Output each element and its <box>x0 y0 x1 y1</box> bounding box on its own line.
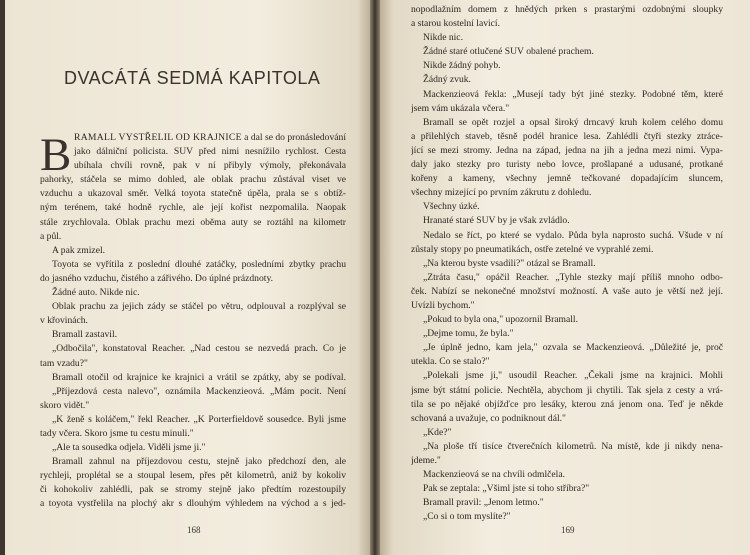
text-line: Bramall zastavil. <box>52 329 118 341</box>
text-line: jdeme." <box>411 455 441 466</box>
text-line: Žádné auto. Nikde nic. <box>52 287 140 299</box>
book-edge <box>0 0 5 555</box>
drop-cap: B <box>40 129 72 181</box>
text-line: Žádný zvuk. <box>423 74 471 86</box>
opening-smallcaps: RAMALL VYSTŘELIL OD KRAJNICE <box>74 132 242 143</box>
text-line: Bramall otočil od krajnice ke krajnici a vrátil se zpátky, aby se podíval. <box>52 371 346 383</box>
text-line: do jasného vzduchu, čistého a zářivého. Do úplné prázdnoty. <box>40 272 274 284</box>
text-line: či kohokoliv zahlédli, pak se stromy stejně jako předtím rozestoupily <box>40 484 346 496</box>
text-line: ným terénem, také hodně rychle, ale její kořist nezpomalila. Naopak <box>40 202 346 214</box>
text-line: Bramall se opět rozjel a opsal široký drncavý kruh kolem celého domu <box>423 116 723 128</box>
chapter-title: DVACÁTÁ SEDMÁ KAPITOLA <box>64 68 321 88</box>
text-line: „Ale ta sousedka odjela. Viděli jsme ji." <box>52 442 206 454</box>
text-line: tady včera. Skoro jsme tu cestu minuli." <box>40 427 194 439</box>
text-line: „Odbočila", konstatoval Reacher. „Nad cestou se nezvedá prach. Co je <box>52 343 346 355</box>
text-line: v křovinách. <box>40 315 88 327</box>
page-number-left: 168 <box>187 525 201 535</box>
text-line: a starou kostelní lavicí. <box>411 18 500 30</box>
text-line: vzduchu a ukazoval směr. Velká toyota statečně úpěla, prala se s obtíž- <box>40 188 346 200</box>
right-page-text <box>411 3 723 524</box>
text-line: stále zrychlovala. Oblak prachu mezi oběma auty se roztáhl na kilometr <box>40 216 346 228</box>
text-line: tam vzadu?" <box>40 357 88 369</box>
text-line <box>40 131 346 145</box>
text-line: a přilehlých staveb, těsně podél hranice lesa. Zahlédli čtyři stezky ztráce- <box>411 130 723 142</box>
text-line: jící se mezi stromy. Jedna na západ, jedna na jih a jedna mezi nimi. Vypa- <box>411 144 723 156</box>
text-line: schovaná a uvažuje, co podniknout dál." <box>411 412 566 424</box>
left-page <box>0 0 372 555</box>
text-line: ček. Nabízí se nekonečné množství možností. A vaše auto je větší než její. <box>411 285 723 297</box>
text-line: Toyota se vyřítila z poslední dlouhé zatáčky, posledními zbytky prachu <box>52 258 346 270</box>
text-line: zůstaly stopy po pneumatikách, ostře zetelné ve vyprahlé zemi. <box>411 243 654 255</box>
text-line: Mackenzieová se na chvíli odmlčela. <box>423 469 565 481</box>
text-line: „K ženě s koláčem," řekl Reacher. „K Porterfieldově sousedce. Byli jsme <box>52 413 346 425</box>
text-line: skoro vidět." <box>40 399 90 411</box>
text-line: Mackenzieová řekla: „Musejí tady být jiné stezky. Podobné těm, které <box>423 88 723 100</box>
text-line: Nikde žádný pohyb. <box>423 60 501 72</box>
text-line: nopodlažním domem z hnědých prken s prastarými ozdobnými sloupky <box>411 4 723 15</box>
text-line: A pak zmizel. <box>52 244 106 256</box>
text-line: „Pokud to byla ona," upozornil Bramall. <box>423 314 578 326</box>
text-line: Bramall zahnul na příjezdovou cestu, stejně jako předchozí den, ale <box>52 456 346 468</box>
text-line: „Polekali jsme ji," usoudil Reacher. „Čekali jsme na krajnici. Mohli <box>423 370 723 382</box>
text-line: daly jako stezky pro turisty nebo lovce, prošlapané a udusané, protkané <box>411 159 723 171</box>
text-line: Všechny úzké. <box>423 201 480 213</box>
text-line: rychleji, proplétal se a stoupal lesem, přes pět kilometrů, aniž by kokoliv <box>40 470 346 482</box>
text-line: Oblak prachu za jejich zády se stáčel po větru, odplouval a rozplýval se <box>52 301 346 313</box>
text-line: pahorky, stáčela se mimo dohled, ale oblak prachu zůstával viset ve <box>40 174 346 186</box>
text-line: „Na kterou byste vsadili?" otázal se Bramall. <box>423 257 596 269</box>
text-line: „Kde?" <box>423 426 452 438</box>
text-line: utekla. Co se stalo?" <box>411 356 490 368</box>
text-line: „Ztráta času," opáčil Reacher. „Tyhle stezky mají příliš mnoho odbo- <box>423 271 723 283</box>
text-line: Žádné staré otlučené SUV obalené prachem. <box>423 46 594 58</box>
text-line: všechny mizející po prvním zákrutu z dohledu. <box>411 187 592 199</box>
text-line: a půl. <box>40 230 62 242</box>
text-line: „Příjezdová cesta nalevo", oznámila Mackenzieová. „Mám pocit. Není <box>52 385 346 397</box>
text-line: „Je úplně jedno, kam jela," ozvala se Mackenzieová. „Důležité je, proč <box>423 342 723 354</box>
text-line: Hranaté staré SUV by je však zvládlo. <box>423 215 570 227</box>
page-number-right: 169 <box>561 525 575 535</box>
left-page-text <box>40 131 346 512</box>
text-fragment: a dal se do pronásledování <box>241 132 346 143</box>
text-line: „Co si o tom myslíte?" <box>423 511 511 523</box>
text-line: tila se po nějaké objížďce pro lesáky, kterou zná jenom ona. Teď je někde <box>411 398 723 410</box>
text-line: ubíhala chvíli rovně, pak v ní přibyly výmoly, překonávala <box>74 160 346 172</box>
text-line: Pak se zeptala: „Všiml jste si toho stříbra?" <box>423 483 590 495</box>
text-line: a toyota vystřelila na plochý akr s dlouhým výhledem na východ a s jed- <box>40 498 346 510</box>
text-line: kořeny a kameny, všechny jemně tečkované dopadajícím sluncem, <box>411 173 723 185</box>
text-line: Nedalo se říct, po které se vydalo. Půda byla naprosto suchá. Všude v ní <box>423 229 723 241</box>
text-line: Nikde nic. <box>423 32 463 44</box>
text-line: jsem vám ukázala včera." <box>411 102 510 114</box>
text-line: jsme být státní policie. Nechtěla, abychom ji chytili. Tak sjela z cesty a vrá- <box>411 384 723 396</box>
text-line: jako dálniční policista. SUV před nimi nesnížilo rychlost. Cesta <box>74 146 346 158</box>
text-line: Uvízli bychom." <box>411 299 475 311</box>
text-line: „Na ploše tří tisíce čtverečních kilometrů. Na místě, kde ji nikdy nena- <box>423 440 723 452</box>
book-gutter <box>370 0 380 555</box>
text-line: „Dejme tomu, že byla." <box>423 328 514 340</box>
right-page <box>378 0 750 555</box>
text-line: Bramall pravil: „Jenom letmo." <box>423 497 544 509</box>
